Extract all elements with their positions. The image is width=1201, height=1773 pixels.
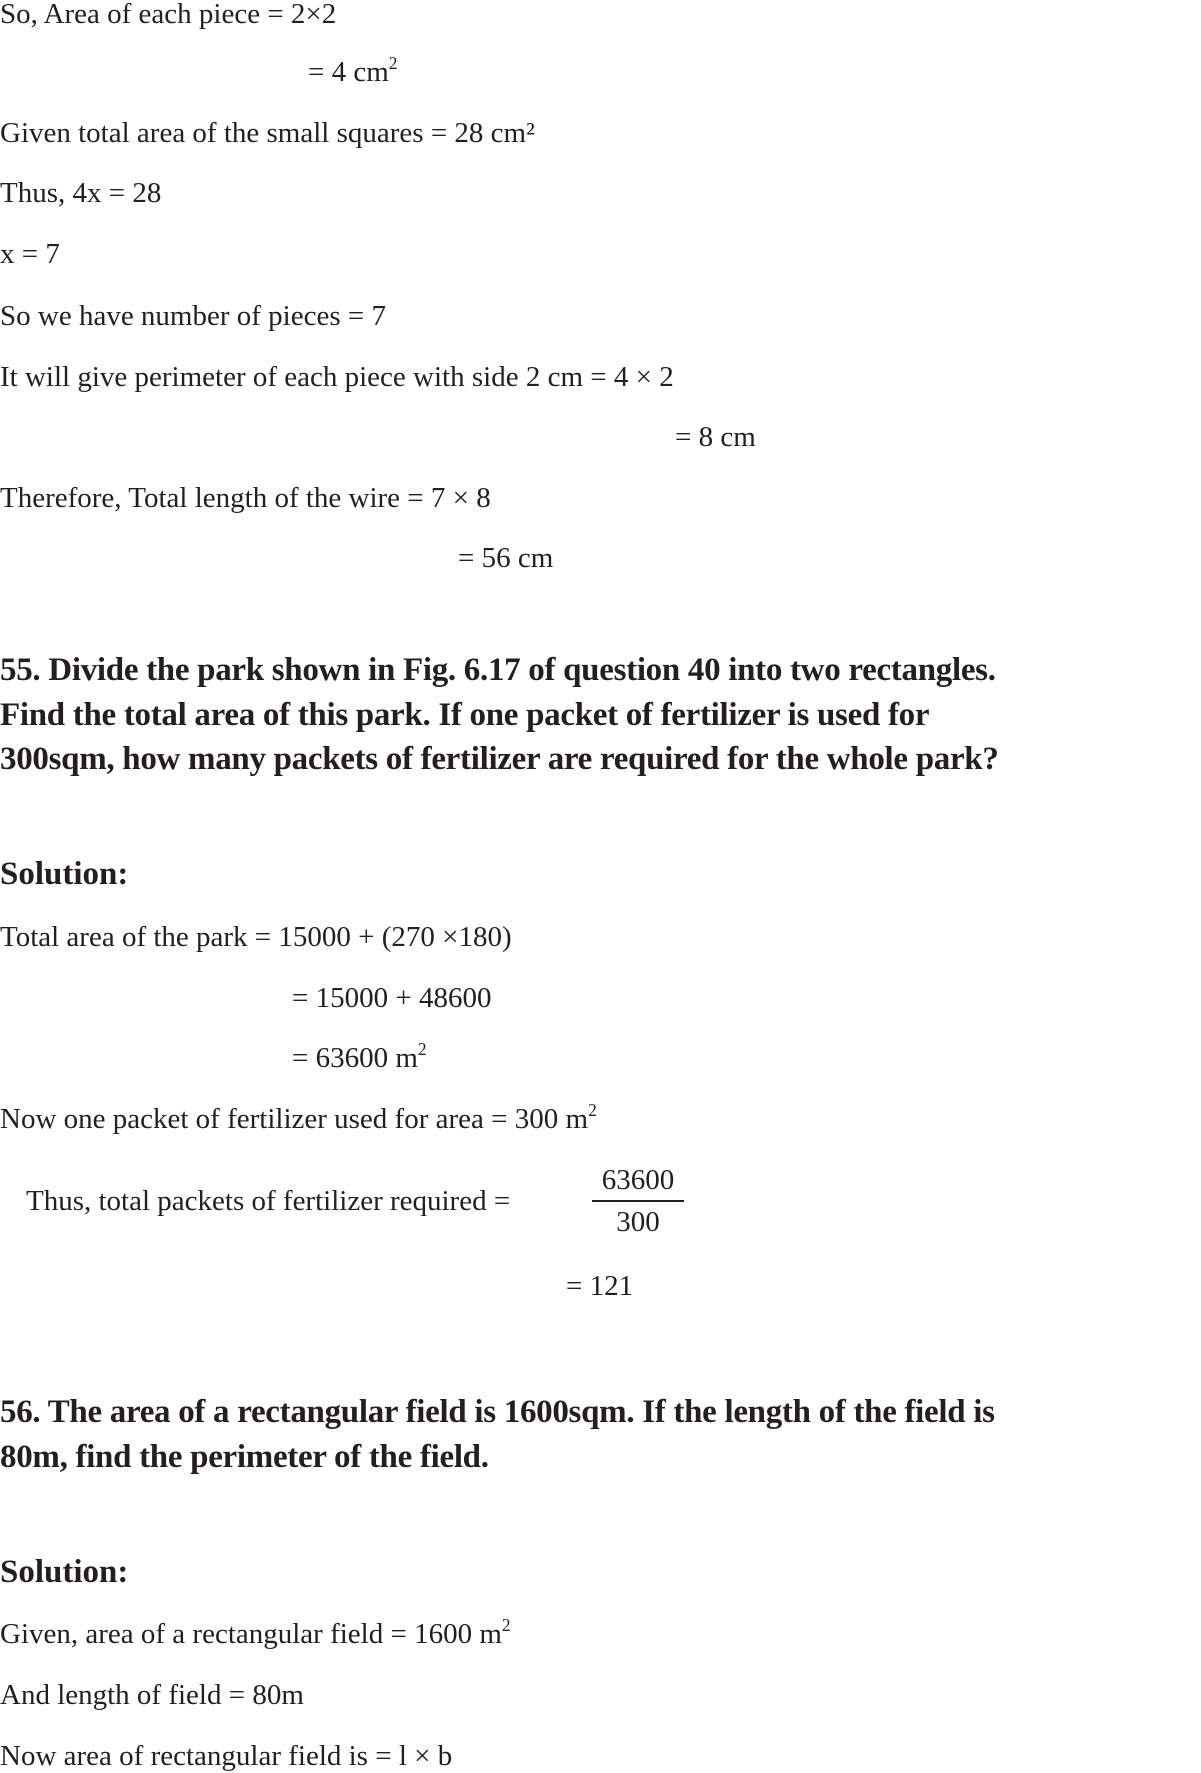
text-line: So we have number of pieces = 7 <box>0 300 386 332</box>
text-line: = 63600 $m^2$ <box>292 1038 427 1074</box>
fraction-denominator: 300 <box>616 1206 660 1238</box>
question-55-heading: Find the total area of this park. If one packet of fertilizer is used for <box>0 697 930 733</box>
text-line: = 15000 + 48600 <box>292 982 492 1014</box>
question-56-heading: 80m, find the perimeter of the field. <box>0 1439 489 1475</box>
question-55-heading: 300sqm, how many packets of fertilizer are required for the whole park? <box>0 741 999 777</box>
text-line: Now one packet of fertilizer used for area = 300 $m^2$ <box>0 1099 597 1135</box>
fraction <box>592 1162 684 1240</box>
text-line: = 4 $cm^2$ <box>308 52 398 88</box>
text-line: Total area of the park = 15000 + (270 ×180) <box>0 921 512 953</box>
text-line: Thus, 4x = 28 <box>0 177 162 209</box>
fraction-bar <box>592 1200 684 1202</box>
text-line: = 121 <box>566 1270 634 1302</box>
text-line: Therefore, Total length of the wire = 7 × 8 <box>0 482 491 514</box>
text-line: So, Area of each piece = 2×2 <box>0 0 337 30</box>
question-56-heading: 56. The area of a rectangular field is 1600sqm. If the length of the field is <box>0 1394 995 1430</box>
text-line: It will give perimeter of each piece with side 2 cm = 4 × 2 <box>0 361 674 393</box>
question-55-heading: 55. Divide the park shown in Fig. 6.17 of question 40 into two rectangles. <box>0 652 996 688</box>
text-line: = 56 cm <box>458 542 554 574</box>
text-line: x = 7 <box>0 238 60 270</box>
text-line: Now area of rectangular field is = l × b <box>0 1740 453 1772</box>
text-line: And length of field = 80m <box>0 1679 304 1711</box>
fraction-numerator: 63600 <box>601 1164 675 1196</box>
solution-heading: Solution: <box>0 1554 129 1590</box>
text-line: Given, area of a rectangular field = 1600 $m^2$ <box>0 1614 511 1650</box>
text-line: Given total area of the small squares = 28 cm² <box>0 117 535 149</box>
solution-heading: Solution: <box>0 856 129 892</box>
text-line: Thus, total packets of fertilizer required = <box>26 1185 511 1217</box>
text-line: = 8 cm <box>675 421 756 453</box>
